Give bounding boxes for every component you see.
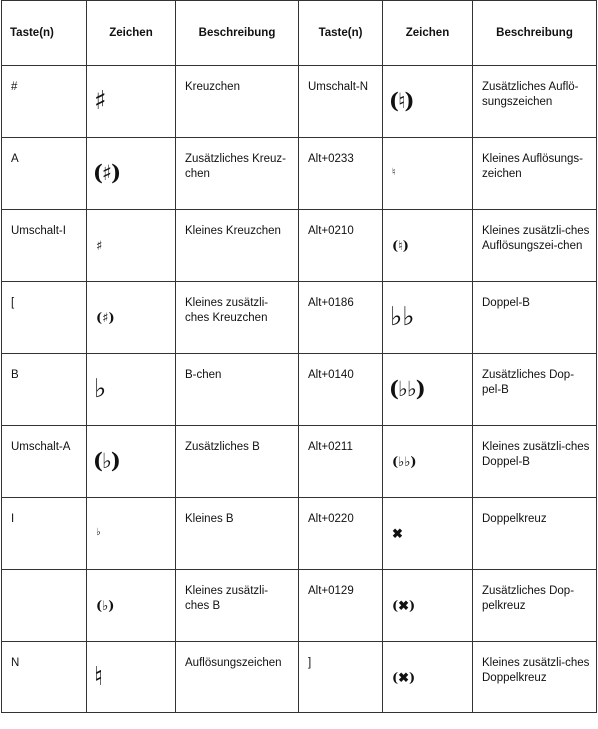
symbol-cell [383,426,473,498]
table-row [2,138,597,210]
symbol-cell [87,210,176,282]
key-cell: N [2,642,87,713]
key-cell: [ [2,282,87,354]
cautionary-natural-icon: (♮) [389,88,414,113]
symbol-cell [383,354,473,426]
small-cautionary-double-flat-icon: (♭♭) [392,455,417,470]
key-cell: I [2,498,87,570]
symbol-cell [383,210,473,282]
symbol-cell [87,570,176,642]
key-cell: A [2,138,87,210]
small-sharp-icon: ♯ [96,239,103,254]
description-cell: Zusätzliches Kreuz-chen [176,138,299,210]
description-cell: Kleines Kreuzchen [176,210,299,282]
key-cell: Alt+0211 [299,426,383,498]
description-cell: B-chen [176,354,299,426]
flat-icon: ♭ [94,374,107,404]
key-cell: Alt+0210 [299,210,383,282]
key-cell: ] [299,642,383,713]
table-row [2,642,597,713]
small-cautionary-natural-icon: (♮) [392,239,409,254]
description-cell: Kleines zusätzli-ches Doppel-B [473,426,597,498]
description-cell: Kleines zusätzli-ches B [176,570,299,642]
description-cell: Kleines B [176,498,299,570]
symbol-cell [87,426,176,498]
symbol-cell [87,282,176,354]
header-description-1: Beschreibung [176,1,299,66]
description-cell: Zusätzliches B [176,426,299,498]
key-cell: Alt+0220 [299,498,383,570]
cautionary-sharp-icon: (♯) [93,160,121,185]
table-row [2,498,597,570]
description-cell: Auflösungszeichen [176,642,299,713]
key-cell: Alt+0233 [299,138,383,210]
key-cell: Umschalt-N [299,66,383,138]
table-row [2,210,597,282]
description-cell: Kleines Auflösungs-zeichen [473,138,597,210]
header-symbol-2: Zeichen [383,1,473,66]
description-cell: Kleines zusätzli-ches Doppelkreuz [473,642,597,713]
cautionary-double-sharp-icon: (✖) [392,599,416,614]
symbol-cell [383,138,473,210]
symbol-cell [383,498,473,570]
key-cell: Umschalt-I [2,210,87,282]
description-cell: Doppelkreuz [473,498,597,570]
key-cell [2,570,87,642]
description-cell: Kleines zusätzli-ches Kreuzchen [176,282,299,354]
table-row [2,570,597,642]
description-cell: Doppel-B [473,282,597,354]
description-cell: Kreuzchen [176,66,299,138]
table-row [2,282,597,354]
small-natural-icon: ♮ [392,167,396,178]
small-flat-icon: ♭ [96,527,101,538]
symbol-cell [383,570,473,642]
table-row [2,354,597,426]
double-sharp-icon: ✖ [392,527,403,542]
symbol-cell [383,66,473,138]
key-cell: B [2,354,87,426]
description-cell: Zusätzliches Dop-pel-B [473,354,597,426]
header-keys-1: Taste(n) [2,1,87,66]
symbol-cell [383,642,473,713]
symbol-cell [87,354,176,426]
double-flat-icon: ♭♭ [390,302,415,332]
header-description-2: Beschreibung [473,1,597,66]
key-cell: Alt+0140 [299,354,383,426]
key-cell: Alt+0129 [299,570,383,642]
sharp-icon: ♯ [94,86,107,116]
natural-icon: ♮ [94,662,104,692]
symbol-cell [87,66,176,138]
description-cell: Zusätzliches Auflö-sungszeichen [473,66,597,138]
symbol-cell [383,282,473,354]
small-cautionary-flat-icon: (♭) [96,599,115,614]
key-cell: Umschalt-A [2,426,87,498]
header-row [2,1,597,66]
symbol-cell [87,498,176,570]
description-cell: Zusätzliches Dop-pelkreuz [473,570,597,642]
table-row [2,66,597,138]
small-cautionary-double-sharp-icon: (✖) [392,671,416,686]
cautionary-double-flat-icon: (♭♭) [389,376,425,401]
header-symbol-1: Zeichen [87,1,176,66]
description-cell: Kleines zusätzli-ches Auflösungszei-chen [473,210,597,282]
small-cautionary-sharp-icon: (♯) [96,311,115,326]
table-row [2,426,597,498]
shortcut-table [1,0,597,713]
cautionary-flat-icon: (♭) [93,448,120,473]
symbol-cell [87,138,176,210]
key-cell: # [2,66,87,138]
key-cell: Alt+0186 [299,282,383,354]
header-keys-2: Taste(n) [299,1,383,66]
symbol-cell [87,642,176,713]
